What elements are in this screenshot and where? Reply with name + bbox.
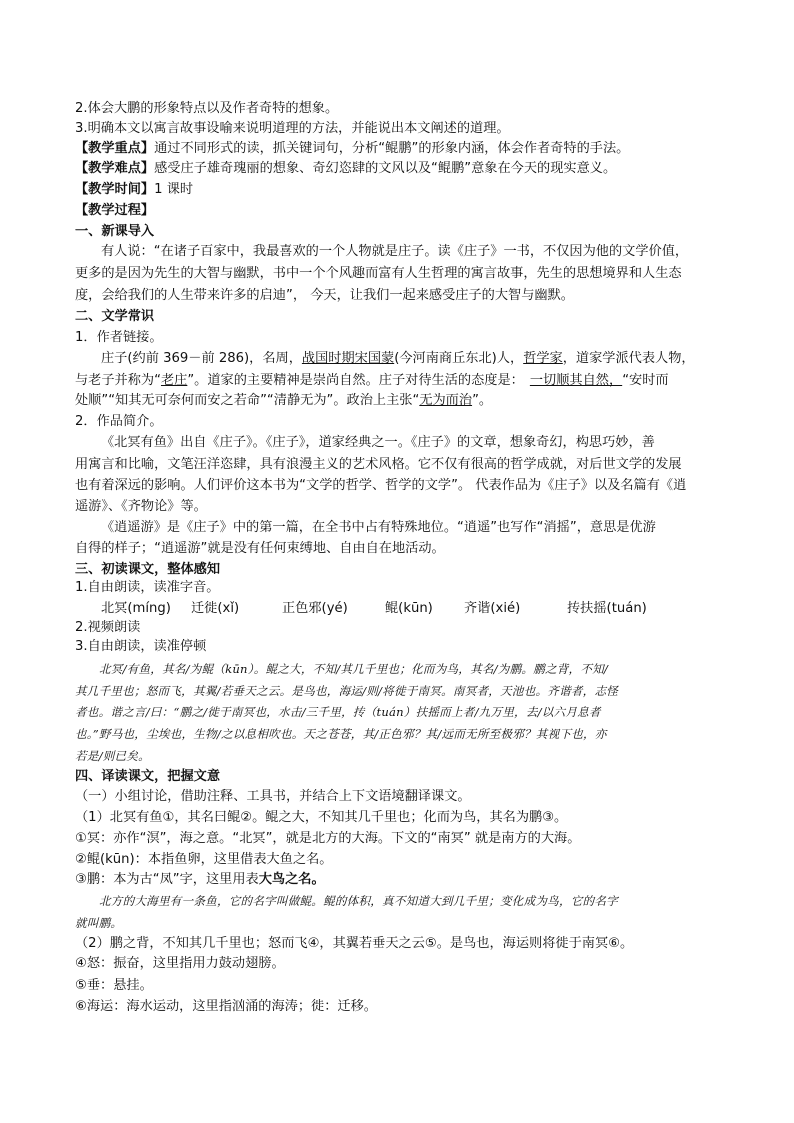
author-text: 处顺”“知其无可奈何而安之若命”“清静无为”。政治上主张“ xyxy=(75,393,420,408)
section-2-heading: 二、文学常识 xyxy=(75,309,155,324)
work-intro-line-1: 《北冥有鱼》出自《庄子》。《庄子》，道家经典之一。《庄子》的文章，想象奇幻，构思巧妙，善 xyxy=(101,435,655,450)
author-link-philosopher[interactable]: 哲学家 xyxy=(523,351,563,366)
teaching-process-heading: 【教学过程】 xyxy=(75,203,155,218)
passage-2: （2）鹏之背，不知其几千里也；怒而飞④，其翼若垂天之云⑤。是鸟也，海运则将徙于南冥⑥。 xyxy=(75,936,634,951)
xiaoyaoyou-line-1: 《逍遥游》是《庄子》中的第一篇，在全书中占有特殊地位。“逍遥”也写作“消摇”，意思是优游 xyxy=(101,520,656,535)
original-text-line-5: 若是/则已矣。 xyxy=(75,749,150,763)
intro-paragraph-line-3: 度，会给我们的人生带来许多的启迪”， 今天，让我们一起来感受庄子的大智与幽默。 xyxy=(75,288,574,303)
author-text: (今河南商丘东北)人， xyxy=(394,351,524,366)
teaching-focus-label: 【教学重点】 xyxy=(75,141,155,156)
note-emphasis: 大鸟之名。 xyxy=(258,872,325,887)
teaching-time-text: 1 课时 xyxy=(154,182,194,197)
video-reading: 2.视频朗读 xyxy=(75,620,141,635)
work-intro-heading: 2．作品简介。 xyxy=(75,414,163,429)
xiaoyaoyou-line-2: 自得的样子；“逍遥游”就是没有任何束缚地、自由自在地活动。 xyxy=(75,541,445,556)
note-text: ③鹏：本为古“凤”字，这里用表 xyxy=(75,872,259,887)
author-underlined-phrase: 一切顺其自然， xyxy=(529,373,623,388)
note-5: ⑤垂：悬挂。 xyxy=(75,978,153,993)
author-para-line-1 xyxy=(101,349,751,369)
objective-2: 2.体会大鹏的形象特点以及作者奇特的想象。 xyxy=(75,101,339,116)
note-4: ④怒：振奋，这里指用力鼓动翅膀。 xyxy=(75,956,285,971)
original-text-line-4: 也。”野马也，尘埃也，生物/之以息相吹也。天之苍苍，其/正色邪？其/远而无所至极邪？其视下也，亦 xyxy=(75,727,607,741)
translation-line-1: 北方的大海里有一条鱼，它的名字叫做鲲。鲲的体积，真不知道大到几千里；变化成为鸟，它的名字 xyxy=(99,894,618,908)
pinyin-item: 抟扶摇(tuán) xyxy=(567,601,647,616)
author-para-line-3 xyxy=(75,391,725,411)
note-1: ①冥：亦作“溟”，海之意。“北冥”，就是北方的大海。下文的“南冥” 就是南方的大海。 xyxy=(75,831,581,846)
author-text: 庄子(约前 369－前 286)，名周， xyxy=(101,351,302,366)
teaching-difficulty-label: 【教学难点】 xyxy=(75,161,155,176)
work-intro-line-2: 用寓言和比喻，文笔汪洋恣肆，具有浪漫主义的艺术风格。它不仅有很高的哲学成就，对后世文学的发展 xyxy=(75,457,682,472)
teaching-difficulty xyxy=(75,159,725,179)
teaching-focus xyxy=(75,139,725,159)
author-text: ”。道家的主要精神是崇尚自然。庄子对待生活的态度是： xyxy=(187,373,524,388)
pinyin-item: 齐谐(xié) xyxy=(464,601,521,616)
original-text-line-2: 其几千里也；怒而飞，其翼/若垂天之云。是鸟也，海运/则/将徙于南冥。南冥者，天池也。齐谐者，志怪 xyxy=(75,684,619,698)
work-intro-line-4: 遥游》、《齐物论》等。 xyxy=(75,499,207,514)
author-text: 与老子并称为“ xyxy=(75,373,161,388)
note-2: ②鲲(kūn)：本指鱼卵，这里借表大鱼之名。 xyxy=(75,852,333,867)
author-link-heading: 1．作者链接。 xyxy=(75,330,163,345)
author-text: ，道家学派代表人物， xyxy=(562,351,695,366)
work-intro-line-3: 也有着深远的影响。人们评价这本书为“文学的哲学、哲学的文学”。 代表作品为《庄子》以及名篇有《逍 xyxy=(75,478,687,493)
teaching-time-label: 【教学时间】 xyxy=(75,182,155,197)
intro-paragraph-line-1: 有人说：“在诸子百家中，我最喜欢的一个人物就是庄子。读《庄子》一书，不仅因为他的文学价值， xyxy=(101,244,689,259)
pause-reading: 3.自由朗读，读准停顿 xyxy=(75,639,207,654)
author-link-laozhuang[interactable]: 老庄 xyxy=(160,373,188,388)
group-discussion: （一）小组讨论，借助注释、工具书，并结合上下文语境翻译课文。 xyxy=(75,789,471,804)
pinyin-item: 北冥(míng) xyxy=(101,601,171,616)
pinyin-item: 鲲(kūn) xyxy=(385,601,433,616)
original-text-line-3: 者也。谐之言/曰：“鹏之/徙于南冥也，水击/三千里，抟（tuán）扶摇而上者/九万里，去/以六月息者 xyxy=(75,705,601,719)
pinyin-item: 迁徙(xǐ) xyxy=(191,601,240,616)
pinyin-item: 正色邪(yé) xyxy=(282,601,348,616)
author-text: ”。 xyxy=(472,393,493,408)
teaching-focus-text: 通过不同形式的读，抓关键词句，分析“鲲鹏”的形象内涵，体会作者奇特的手法。 xyxy=(154,141,630,156)
translation-line-2: 就叫鹏。 xyxy=(75,916,123,930)
author-link-place[interactable]: 战国时期宋国蒙 xyxy=(301,351,395,366)
teaching-time xyxy=(75,180,725,200)
section-4-heading: 四、译读课文，把握文意 xyxy=(75,769,221,784)
section-1-heading: 一、新课导入 xyxy=(75,224,155,239)
author-para-line-2 xyxy=(75,371,725,391)
author-link-wuwei[interactable]: 无为而治 xyxy=(419,393,473,408)
read-aloud-instruction: 1.自由朗读，读准字音。 xyxy=(75,580,220,595)
intro-paragraph-line-2: 更多的是因为先生的大智与幽默，书中一个个风趣而富有人生哲理的寓言故事，先生的思想境界和人生态 xyxy=(75,266,682,281)
objective-3: 3.明确本文以寓言故事设喻来说明道理的方法，并能说出本文阐述的道理。 xyxy=(75,121,510,136)
teaching-difficulty-text: 感受庄子雄奇瑰丽的想象、奇幻恣肆的文风以及“鲲鹏”意象在今天的现实意义。 xyxy=(154,161,617,176)
note-3 xyxy=(75,870,725,890)
note-6: ⑥海运：海水运动，这里指汹涌的海涛；徙：迁移。 xyxy=(75,999,377,1014)
author-text: “安时而 xyxy=(622,373,669,388)
section-3-heading: 三、初读课文，整体感知 xyxy=(75,562,221,577)
passage-1: （1）北冥有鱼①，其名曰鲲②。鲲之大，不知其几千里也；化而为鸟，其名为鹏③。 xyxy=(75,810,568,825)
original-text-line-1: 北冥/有鱼，其名/为鲲（kūn）。鲲之大，不知/其几千里也；化而为鸟，其名/为鹏。鹏之背，不知/ xyxy=(99,662,609,676)
pinyin-list xyxy=(101,597,701,617)
